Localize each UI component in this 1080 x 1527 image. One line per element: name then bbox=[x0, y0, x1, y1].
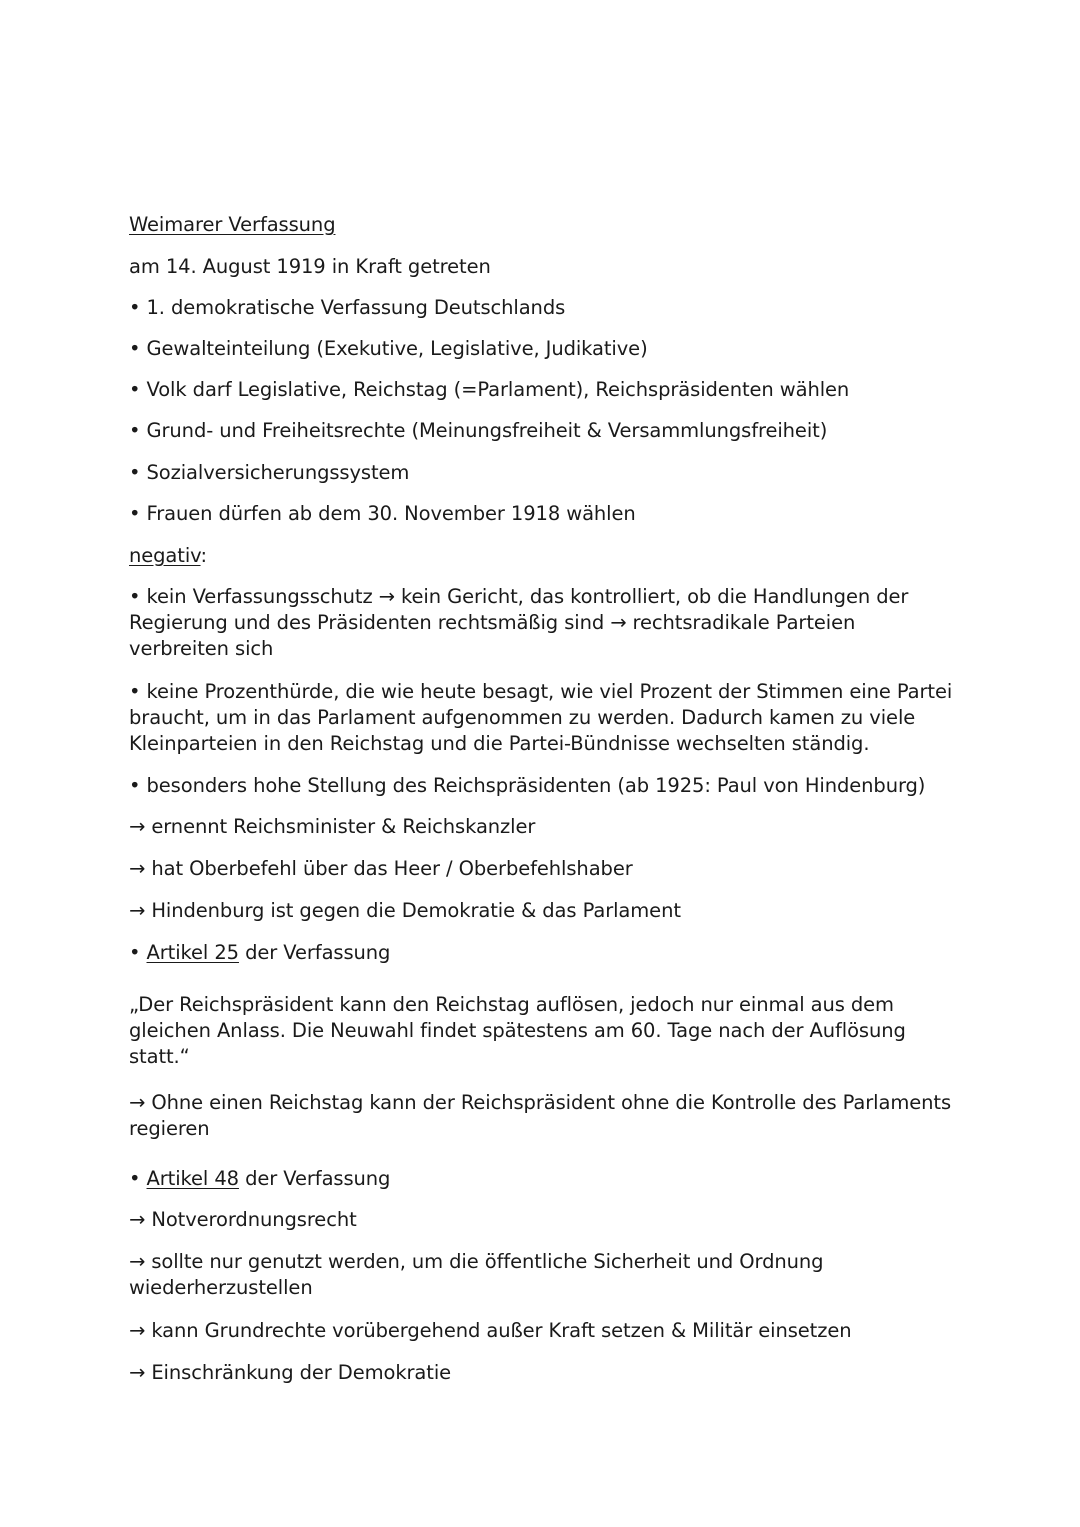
positive-item: • Gewalteinteilung (Exekutive, Legislative, Judikative) bbox=[129, 337, 648, 360]
artikel25-quote: „Der Reichspräsident kann den Reichstag auflösen, jedoch nur einmal aus dem gleichen Anlass. Die Neuwahl findet spätestens am 60. Tage nach der Auflösung statt.“ bbox=[129, 993, 906, 1068]
artikel48-rest: der Verfassung bbox=[238, 1167, 391, 1190]
stellung-point: → hat Oberbefehl über das Heer / Oberbefehlshaber bbox=[129, 857, 633, 880]
negative-item-prozenthuerde: • keine Prozenthürde, die wie heute besagt, wie viel Prozent der Stimmen eine Partei braucht, um in das Parlament aufgenommen zu werden. Dadurch kamen zu viele Kleinparteien in den Reichstag und die Partei-Bündnisse wechselten ständig. bbox=[129, 680, 953, 755]
artikel48-link: Artikel 48 bbox=[146, 1167, 239, 1190]
positive-item: • 1. demokratische Verfassung Deutschlands bbox=[129, 296, 566, 319]
positive-item: • Grund- und Freiheitsrechte (Meinungsfreiheit & Versammlungsfreiheit) bbox=[129, 419, 828, 442]
negative-item-verfassungsschutz: • kein Verfassungsschutz → kein Gericht, das kontrolliert, ob die Handlungen der Regierung und des Präsidenten rechtsmäßig sind → rechtsradikale Parteien verbreiten sich bbox=[129, 585, 909, 660]
positive-item: • Sozialversicherungssystem bbox=[129, 461, 410, 484]
intro-line: am 14. August 1919 in Kraft getreten bbox=[129, 255, 491, 278]
artikel48-point: → kann Grundrechte vorübergehend außer Kraft setzen & Militär einsetzen bbox=[129, 1319, 852, 1342]
negative-heading-line bbox=[129, 543, 207, 569]
artikel48-point: → sollte nur genutzt werden, um die öffentliche Sicherheit und Ordnung wiederherzustellen bbox=[129, 1250, 824, 1299]
positive-item: • Frauen dürfen ab dem 30. November 1918 wählen bbox=[129, 502, 636, 525]
artikel25-bullet: • bbox=[129, 941, 147, 964]
negative-heading: negativ bbox=[129, 544, 201, 567]
negative-item-stellung: • besonders hohe Stellung des Reichspräsidenten (ab 1925: Paul von Hindenburg) bbox=[129, 774, 926, 797]
artikel25-link: Artikel 25 bbox=[146, 941, 239, 964]
artikel48-point: → Notverordnungsrecht bbox=[129, 1208, 357, 1231]
stellung-point: → ernennt Reichsminister & Reichskanzler bbox=[129, 815, 536, 838]
artikel48-point: → Einschränkung der Demokratie bbox=[129, 1361, 452, 1384]
artikel25-line bbox=[129, 940, 390, 966]
artikel25-rest: der Verfassung bbox=[238, 941, 391, 964]
positive-item: • Volk darf Legislative, Reichstag (=Parlament), Reichspräsidenten wählen bbox=[129, 378, 850, 401]
stellung-point: → Hindenburg ist gegen die Demokratie & das Parlament bbox=[129, 899, 681, 922]
artikel48-line bbox=[129, 1166, 390, 1192]
artikel25-consequence: → Ohne einen Reichstag kann der Reichspräsident ohne die Kontrolle des Parlaments regieren bbox=[129, 1091, 952, 1140]
artikel48-bullet: • bbox=[129, 1167, 147, 1190]
negative-heading-colon: : bbox=[200, 544, 208, 567]
document-title: Weimarer Verfassung bbox=[129, 213, 336, 236]
